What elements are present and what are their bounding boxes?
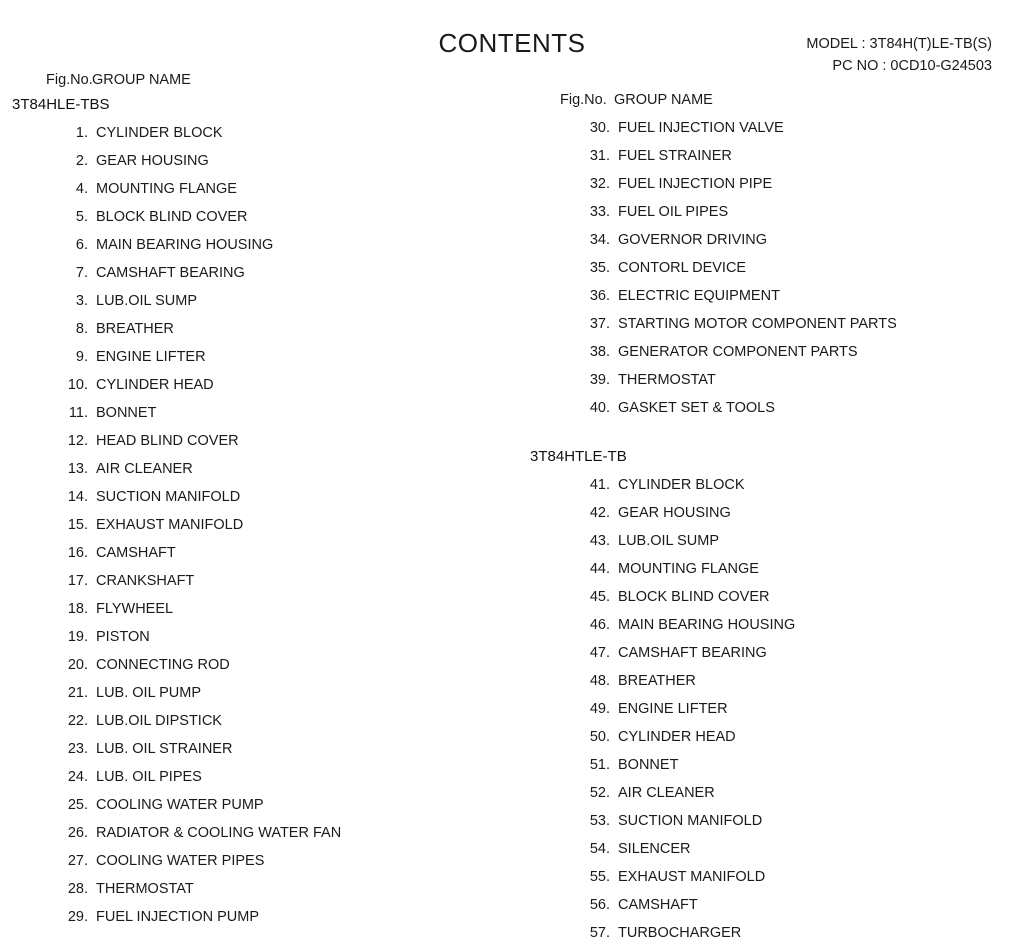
entry-number: 33. bbox=[589, 204, 610, 220]
list-item[interactable] bbox=[8, 595, 508, 623]
entry-name: CYLINDER HEAD bbox=[96, 377, 214, 393]
list-item[interactable] bbox=[530, 751, 1020, 779]
entry-number: 30. bbox=[589, 120, 610, 136]
entry-number: 53. bbox=[589, 813, 610, 829]
list-item[interactable] bbox=[8, 651, 508, 679]
entry-number: 35. bbox=[589, 260, 610, 276]
entry-name: CONTORL DEVICE bbox=[618, 260, 747, 276]
entry-number: 3. bbox=[75, 293, 88, 309]
entry-number: 43. bbox=[589, 533, 610, 549]
entry-name: GOVERNOR DRIVING bbox=[618, 232, 768, 248]
list-item[interactable] bbox=[530, 282, 1020, 310]
fig-no-header: Fig.No. bbox=[560, 92, 607, 108]
list-item[interactable] bbox=[8, 147, 508, 175]
entry-name: BREATHER bbox=[96, 321, 174, 337]
entry-number: 25. bbox=[67, 797, 88, 813]
entry-name: BONNET bbox=[96, 405, 157, 421]
entry-number: 32. bbox=[589, 176, 610, 192]
entry-number: 52. bbox=[589, 785, 610, 801]
entry-number: 16. bbox=[67, 545, 88, 561]
list-item[interactable] bbox=[8, 231, 508, 259]
fig-no-header: Fig.No. bbox=[46, 72, 93, 88]
entry-name: CYLINDER BLOCK bbox=[96, 125, 223, 141]
entry-number: 54. bbox=[589, 841, 610, 857]
entry-name: FLYWHEEL bbox=[96, 601, 174, 617]
list-item[interactable] bbox=[8, 623, 508, 651]
entry-number: 1. bbox=[75, 125, 88, 141]
entry-name: GENERATOR COMPONENT PARTS bbox=[618, 344, 858, 360]
list-item[interactable] bbox=[8, 903, 508, 931]
entry-number: 38. bbox=[589, 344, 610, 360]
list-item[interactable] bbox=[8, 371, 508, 399]
entry-name: FUEL INJECTION PUMP bbox=[96, 909, 260, 925]
entry-name: LUB.OIL SUMP bbox=[618, 533, 719, 549]
list-item[interactable] bbox=[8, 707, 508, 735]
list-item[interactable] bbox=[530, 639, 1020, 667]
entry-number: 23. bbox=[67, 741, 88, 757]
list-item[interactable] bbox=[530, 891, 1020, 919]
list-item[interactable] bbox=[8, 427, 508, 455]
entry-name: ELECTRIC EQUIPMENT bbox=[618, 288, 780, 304]
entry-name: CONNECTING ROD bbox=[96, 657, 230, 673]
document-meta bbox=[806, 33, 992, 77]
entry-name: PISTON bbox=[96, 629, 150, 645]
entry-name: LUB. OIL PIPES bbox=[96, 769, 202, 785]
section-heading: 3T84HLE-TBS bbox=[12, 96, 110, 113]
list-item[interactable] bbox=[8, 455, 508, 483]
list-item[interactable] bbox=[8, 315, 508, 343]
section-spacer bbox=[530, 422, 1020, 440]
list-item[interactable] bbox=[530, 142, 1020, 170]
entry-number: 22. bbox=[67, 713, 88, 729]
entry-number: 50. bbox=[589, 729, 610, 745]
entry-number: 28. bbox=[67, 881, 88, 897]
entry-number: 29. bbox=[67, 909, 88, 925]
column-header-right bbox=[530, 92, 1020, 108]
entry-name: EXHAUST MANIFOLD bbox=[96, 517, 244, 533]
entry-number: 37. bbox=[589, 316, 610, 332]
entry-number: 17. bbox=[67, 573, 88, 589]
entry-number: 7. bbox=[75, 265, 88, 281]
list-item[interactable] bbox=[8, 399, 508, 427]
list-item[interactable] bbox=[8, 763, 508, 791]
entry-number: 27. bbox=[67, 853, 88, 869]
list-item[interactable] bbox=[530, 394, 1020, 422]
entry-name: CYLINDER BLOCK bbox=[618, 477, 745, 493]
entry-name: ENGINE LIFTER bbox=[618, 701, 728, 717]
list-item[interactable] bbox=[530, 695, 1020, 723]
entry-list bbox=[530, 114, 1020, 422]
entry-name: EXHAUST MANIFOLD bbox=[618, 869, 766, 885]
entry-name: STARTING MOTOR COMPONENT PARTS bbox=[618, 316, 897, 332]
entry-number: 42. bbox=[589, 505, 610, 521]
entry-number: 14. bbox=[67, 489, 88, 505]
entry-number: 20. bbox=[67, 657, 88, 673]
entry-name: SUCTION MANIFOLD bbox=[618, 813, 763, 829]
entry-name: TURBOCHARGER bbox=[618, 925, 742, 941]
list-item[interactable] bbox=[530, 310, 1020, 338]
entry-number: 5. bbox=[75, 209, 88, 225]
entry-number: 24. bbox=[67, 769, 88, 785]
entry-name: CAMSHAFT BEARING bbox=[96, 265, 245, 281]
entry-number: 26. bbox=[67, 825, 88, 841]
list-item[interactable] bbox=[8, 539, 508, 567]
entry-name: ENGINE LIFTER bbox=[96, 349, 206, 365]
entry-name: LUB. OIL STRAINER bbox=[96, 741, 233, 757]
entry-number: 10. bbox=[67, 377, 88, 393]
entry-name: MOUNTING FLANGE bbox=[618, 561, 759, 577]
entry-name: AIR CLEANER bbox=[96, 461, 193, 477]
entry-name: SUCTION MANIFOLD bbox=[96, 489, 241, 505]
column-header-left bbox=[8, 72, 508, 88]
page-title: CONTENTS bbox=[438, 28, 586, 58]
entry-number: 18. bbox=[67, 601, 88, 617]
entry-name: BONNET bbox=[618, 757, 679, 773]
entry-number: 39. bbox=[589, 372, 610, 388]
list-item[interactable] bbox=[8, 203, 508, 231]
list-item[interactable] bbox=[530, 611, 1020, 639]
entry-name: CRANKSHAFT bbox=[96, 573, 195, 589]
entry-number: 40. bbox=[589, 400, 610, 416]
entry-name: LUB.OIL SUMP bbox=[96, 293, 197, 309]
list-item[interactable] bbox=[8, 819, 508, 847]
entry-name: CAMSHAFT bbox=[618, 897, 698, 913]
list-item[interactable] bbox=[530, 863, 1020, 891]
group-name-header: GROUP NAME bbox=[92, 72, 191, 88]
entry-number: 9. bbox=[75, 349, 88, 365]
contents-column-right bbox=[530, 72, 1020, 947]
entry-name: CYLINDER HEAD bbox=[618, 729, 736, 745]
list-item[interactable] bbox=[530, 366, 1020, 394]
list-item[interactable] bbox=[530, 779, 1020, 807]
contents-column-left bbox=[8, 72, 508, 931]
list-item[interactable] bbox=[530, 583, 1020, 611]
entry-number: 56. bbox=[589, 897, 610, 913]
entry-name: MOUNTING FLANGE bbox=[96, 181, 237, 197]
section-3t84htle-tb bbox=[530, 448, 1020, 947]
pc-no-line: PC NO : 0CD10-G24503 bbox=[832, 58, 992, 74]
section-3t84hle-tbs bbox=[8, 96, 508, 931]
list-item[interactable] bbox=[530, 723, 1020, 751]
entry-name: HEAD BLIND COVER bbox=[96, 433, 239, 449]
entry-number: 49. bbox=[589, 701, 610, 717]
entry-name: FUEL STRAINER bbox=[618, 148, 732, 164]
list-item[interactable] bbox=[8, 791, 508, 819]
model-line: MODEL : 3T84H(T)LE-TB(S) bbox=[806, 36, 992, 52]
list-item[interactable] bbox=[530, 919, 1020, 947]
entry-number: 2. bbox=[75, 153, 88, 169]
entry-name: BLOCK BLIND COVER bbox=[618, 589, 770, 605]
entry-number: 45. bbox=[589, 589, 610, 605]
list-item[interactable] bbox=[530, 527, 1020, 555]
entry-number: 46. bbox=[589, 617, 610, 633]
entry-number: 12. bbox=[67, 433, 88, 449]
list-item[interactable] bbox=[8, 119, 508, 147]
entry-number: 51. bbox=[589, 757, 610, 773]
entry-name: MAIN BEARING HOUSING bbox=[96, 237, 274, 253]
list-item[interactable] bbox=[8, 287, 508, 315]
entry-number: 15. bbox=[67, 517, 88, 533]
entry-name: COOLING WATER PIPES bbox=[96, 853, 265, 869]
entry-name: MAIN BEARING HOUSING bbox=[618, 617, 796, 633]
list-item[interactable] bbox=[8, 847, 508, 875]
entry-number: 21. bbox=[67, 685, 88, 701]
entry-name: CAMSHAFT BEARING bbox=[618, 645, 767, 661]
entry-name: THERMOSTAT bbox=[618, 372, 716, 388]
list-item[interactable] bbox=[530, 555, 1020, 583]
entry-number: 31. bbox=[589, 148, 610, 164]
entry-name: SILENCER bbox=[618, 841, 691, 857]
entry-number: 6. bbox=[75, 237, 88, 253]
list-item[interactable] bbox=[8, 735, 508, 763]
entry-number: 13. bbox=[67, 461, 88, 477]
list-item[interactable] bbox=[530, 338, 1020, 366]
list-item[interactable] bbox=[8, 483, 508, 511]
entry-number: 55. bbox=[589, 869, 610, 885]
entry-name: GASKET SET & TOOLS bbox=[618, 400, 775, 416]
entry-number: 4. bbox=[75, 181, 88, 197]
entry-list bbox=[530, 471, 1020, 947]
list-item[interactable] bbox=[8, 511, 508, 539]
entry-number: 44. bbox=[589, 561, 610, 577]
entry-name: LUB. OIL PUMP bbox=[96, 685, 202, 701]
entry-number: 57. bbox=[589, 925, 610, 941]
list-item[interactable] bbox=[530, 170, 1020, 198]
list-item[interactable] bbox=[530, 226, 1020, 254]
list-item[interactable] bbox=[530, 499, 1020, 527]
section-continued bbox=[530, 114, 1020, 422]
entry-name: FUEL OIL PIPES bbox=[618, 204, 729, 220]
entry-number: 11. bbox=[68, 405, 88, 421]
entry-number: 47. bbox=[589, 645, 610, 661]
entry-number: 48. bbox=[589, 673, 610, 689]
list-item[interactable] bbox=[8, 259, 508, 287]
entry-name: GEAR HOUSING bbox=[96, 153, 209, 169]
group-name-header: GROUP NAME bbox=[614, 92, 713, 108]
list-item[interactable] bbox=[8, 567, 508, 595]
entry-name: CAMSHAFT bbox=[96, 545, 176, 561]
entry-number: 19. bbox=[67, 629, 88, 645]
entry-number: 36. bbox=[589, 288, 610, 304]
list-item[interactable] bbox=[530, 471, 1020, 499]
entry-name: GEAR HOUSING bbox=[618, 505, 731, 521]
list-item[interactable] bbox=[530, 667, 1020, 695]
entry-name: THERMOSTAT bbox=[96, 881, 194, 897]
entry-number: 41. bbox=[589, 477, 610, 493]
entry-name: FUEL INJECTION VALVE bbox=[618, 120, 784, 136]
section-heading: 3T84HTLE-TB bbox=[530, 448, 627, 465]
entry-name: COOLING WATER PUMP bbox=[96, 797, 264, 813]
list-item[interactable] bbox=[8, 175, 508, 203]
list-item[interactable] bbox=[530, 114, 1020, 142]
list-item[interactable] bbox=[530, 807, 1020, 835]
entry-name: BREATHER bbox=[618, 673, 696, 689]
entry-name: LUB.OIL DIPSTICK bbox=[96, 713, 222, 729]
entry-name: RADIATOR & COOLING WATER FAN bbox=[96, 825, 342, 841]
list-item[interactable] bbox=[8, 679, 508, 707]
entry-name: FUEL INJECTION PIPE bbox=[618, 176, 773, 192]
list-item[interactable] bbox=[8, 875, 508, 903]
list-item[interactable] bbox=[8, 343, 508, 371]
entry-name: AIR CLEANER bbox=[618, 785, 715, 801]
list-item[interactable] bbox=[530, 835, 1020, 863]
entry-list bbox=[8, 119, 508, 931]
list-item[interactable] bbox=[530, 254, 1020, 282]
entry-number: 8. bbox=[75, 321, 88, 337]
list-item[interactable] bbox=[530, 198, 1020, 226]
entry-name: BLOCK BLIND COVER bbox=[96, 209, 248, 225]
entry-number: 34. bbox=[589, 232, 610, 248]
